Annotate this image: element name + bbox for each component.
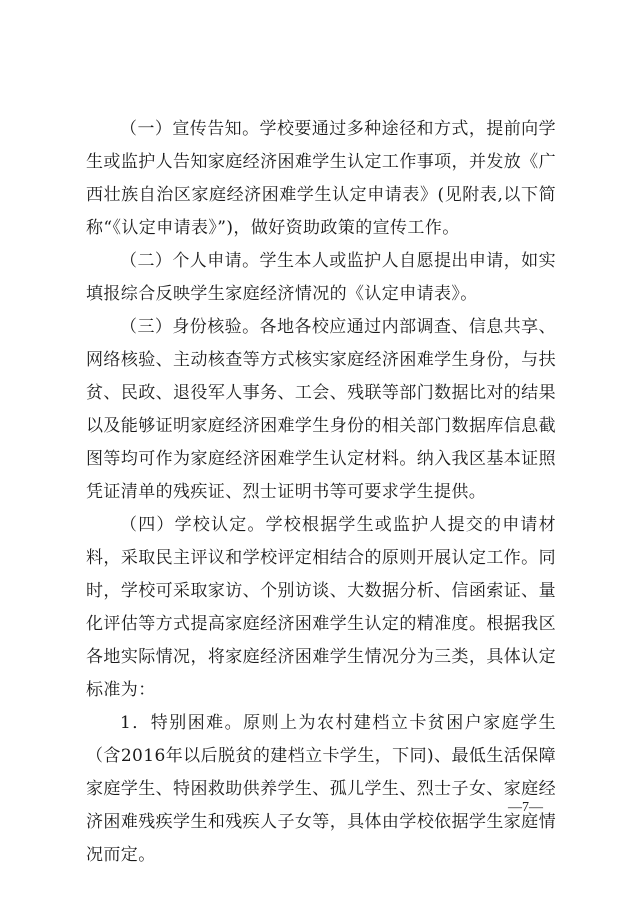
paragraph-special-hardship: 1．特别困难。原则上为农村建档立卡贫困户家庭学生（含2016年以后脱贫的建档立卡学生，下同)、最低生活保障家庭学生、特困救助供养学生、孤儿学生、烈士子女、家庭经济困难残疾学生和残疾人子女等，具体由学校依据学生家庭情况而定。 xyxy=(86,713,556,865)
paragraph-publicity: （一）宣传告知。学校要通过多种途径和方式，提前向学生或监护人告知家庭经济困难学生认定工作事项，并发放《广西壮族自治区家庭经济困难学生认定申请表》(见附表,以下简称“《认定申请表》”)，做好资助政策的宣传工作。 xyxy=(86,119,556,238)
page-number: —7— xyxy=(508,800,543,815)
paragraph-application: （二）个人申请。学生本人或监护人自愿提出申请，如实填报综合反映学生家庭经济情况的《认定申请表》。 xyxy=(86,251,556,304)
document-body xyxy=(86,113,556,872)
paragraph-school-review: （四）学校认定。学校根据学生或监护人提交的申请材料，采取民主评议和学校评定相结合的原则开展认定工作。同时，学校可采取家访、个别访谈、大数据分析、信函索证、量化评估等方式提高家庭经济困难学生认定的精准度。根据我区各地实际情况，将家庭经济困难学生情况分为三类，具体认定标准为： xyxy=(86,515,556,700)
paragraph-verification: （三）身份核验。各地各校应通过内部调查、信息共享、网络核验、主动核查等方式核实家庭经济困难学生身份，与扶贫、民政、退役军人事务、工会、残联等部门数据比对的结果以及能够证明家庭经济困难学生身份的相关部门数据库信息截图等均可作为家庭经济困难学生认定材料。纳入我区基本证照凭证清单的残疾证、烈士证明书等可要求学生提供。 xyxy=(86,317,556,502)
